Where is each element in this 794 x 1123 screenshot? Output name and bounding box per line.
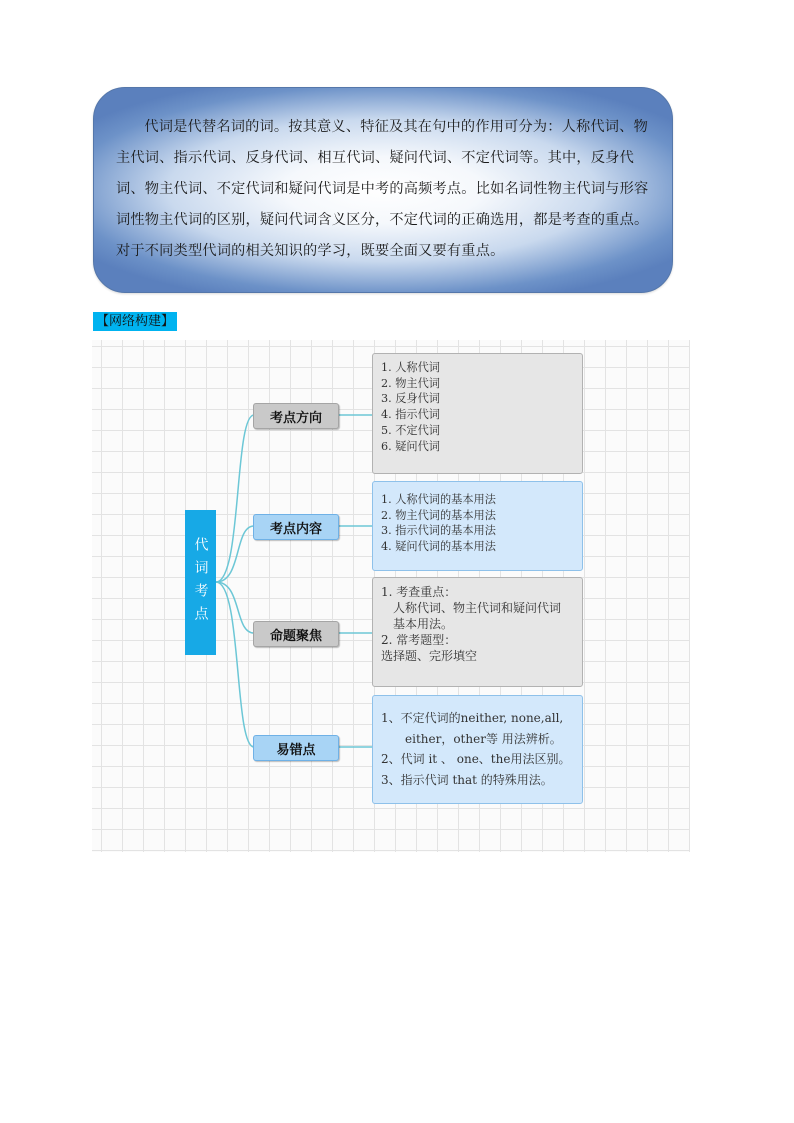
detail-item: 2、代词 it 、 one、the用法区别。 <box>381 752 571 766</box>
branch-node-2: 考点内容 <box>253 514 339 540</box>
detail-box-3 <box>372 577 583 687</box>
detail-item: 选择题、完形填空 <box>381 649 478 663</box>
connector-4 <box>216 582 254 747</box>
mind-map <box>92 340 690 852</box>
detail-item: 4. 指示代词 <box>381 408 440 422</box>
detail-item: 1. 人称代词 <box>381 361 440 374</box>
detail-item: 1. 人称代词的基本用法 <box>381 493 496 506</box>
detail-item: 1、不定代词的neither, none,all, <box>381 711 564 725</box>
detail-item: 4. 疑问代词的基本用法 <box>381 540 496 554</box>
connector-1 <box>216 415 254 582</box>
detail-item: 3. 反身代词 <box>381 392 440 406</box>
detail-item: 3、指示代词 that 的特殊用法。 <box>381 772 553 787</box>
detail-item: 6. 疑问代词 <box>381 439 440 453</box>
section-heading: 【网络构建】 <box>93 312 177 331</box>
detail-box-2 <box>372 481 583 571</box>
detail-box-1 <box>372 353 583 474</box>
branch-node-3: 命题聚焦 <box>253 621 339 647</box>
detail-item: 基本用法。 <box>381 617 454 631</box>
detail-box-4 <box>372 695 583 804</box>
connector-2 <box>216 526 254 582</box>
detail-item: either，other等 用法辨析。 <box>381 731 562 746</box>
intro-box <box>93 87 673 293</box>
branch-node-1: 考点方向 <box>253 403 339 429</box>
detail-item: 3. 指示代词的基本用法 <box>381 524 496 538</box>
detail-item: 2. 常考题型： <box>381 633 457 647</box>
detail-item: 5. 不定代词 <box>381 423 440 437</box>
detail-item: 2. 物主代词的基本用法 <box>381 508 496 522</box>
branch-node-4: 易错点 <box>253 735 339 761</box>
connector-3 <box>216 582 254 633</box>
detail-item: 1. 考查重点： <box>381 585 457 599</box>
detail-item: 人称代词、物主代词和疑问代词 <box>381 601 562 615</box>
root-node: 代词考点 <box>185 510 216 655</box>
intro-text: 代词是代替名词的词。按其意义、特征及其在句中的作用可分为：人称代词、物主代词、指示代词、反身代词、相互代词、疑问代词、不定代词等。其中，反身代词、物主代词、不定代词和疑问代词是中考的高频考点。比如名词性物主代词与形容词性物主代词的区别，疑问代词含义区分，不定代词的正确选用，都是考查的重点。对于不同类型代词的相关知识的学习，既要全面又要有重点。 <box>116 119 649 259</box>
detail-item: 2. 物主代词 <box>381 376 440 390</box>
